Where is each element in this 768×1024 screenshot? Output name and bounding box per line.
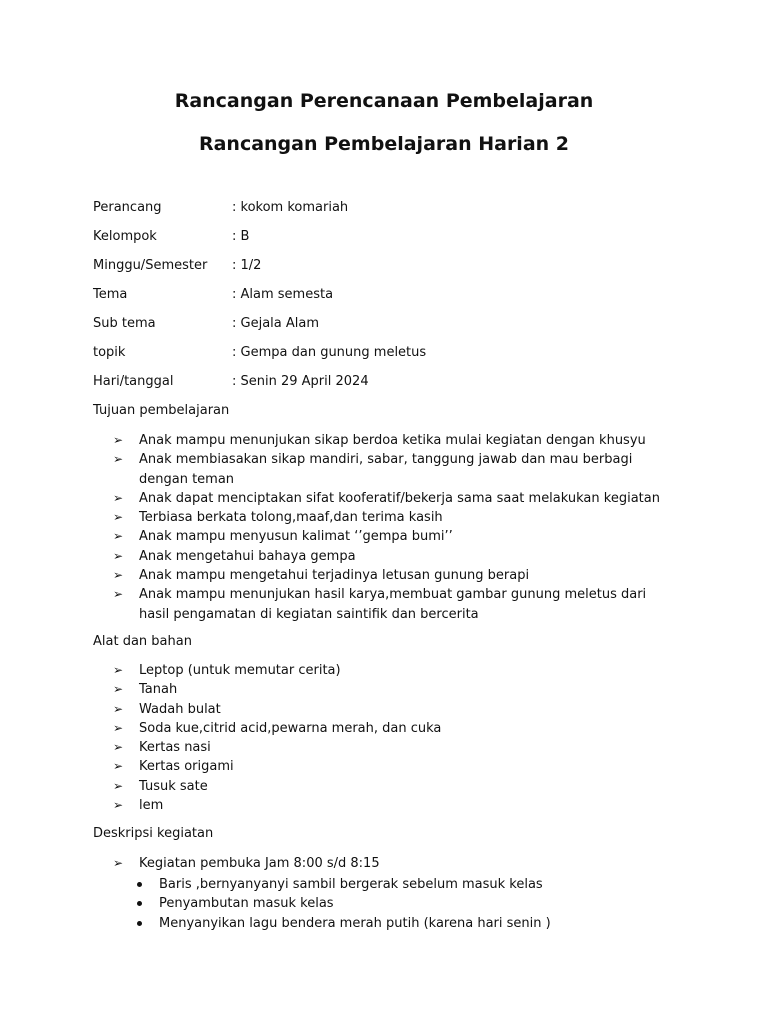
list-item: ➢ Anak mengetahui bahaya gempa — [113, 547, 673, 566]
document-title: Rancangan Perencanaan Pembelajaran — [174, 90, 594, 112]
arrow-bullet-icon: ➢ — [113, 759, 124, 774]
bullet-dot-icon — [137, 901, 142, 906]
list-item: Penyambutan masuk kelas — [133, 894, 693, 913]
arrow-bullet-icon: ➢ — [113, 433, 124, 447]
deskripsi-sublist — [133, 875, 693, 933]
info-row-tema — [93, 286, 693, 315]
arrow-bullet-icon: ➢ — [113, 856, 124, 870]
info-value: : Alam semesta — [232, 287, 334, 302]
deskripsi-list — [113, 854, 673, 873]
list-item: Menyanyikan lagu bendera merah putih (karena hari senin ) — [133, 914, 693, 933]
section-heading-tujuan: Tujuan pembelajaran — [93, 403, 230, 418]
list-item: ➢ lem — [113, 796, 673, 815]
info-value: : kokom komariah — [232, 200, 349, 215]
arrow-bullet-icon: ➢ — [113, 568, 124, 583]
list-item: ➢ Anak mampu menunjukan hasil karya,membuat gambar gunung meletus dari hasil pengamatan di kegiatan saintifik dan bercerita — [113, 587, 647, 622]
list-item: ➢ Leptop (untuk memutar cerita) — [113, 661, 673, 680]
section-heading-deskripsi: Deskripsi kegiatan — [93, 826, 214, 841]
info-label: Kelompok — [93, 229, 157, 244]
info-value: : Gempa dan gunung meletus — [232, 345, 427, 360]
list-item: ➢ Terbiasa berkata tolong,maaf,dan terima kasih — [113, 508, 673, 527]
arrow-bullet-icon: ➢ — [113, 720, 124, 735]
info-label: topik — [93, 345, 126, 360]
bullet-dot-icon — [137, 921, 142, 926]
arrow-bullet-icon: ➢ — [113, 529, 124, 544]
list-item: ➢ Kertas origami — [113, 757, 673, 776]
arrow-bullet-icon: ➢ — [113, 587, 124, 602]
arrow-bullet-icon: ➢ — [113, 663, 124, 677]
arrow-bullet-icon: ➢ — [113, 452, 124, 467]
info-label: Minggu/Semester — [93, 258, 208, 273]
arrow-bullet-icon: ➢ — [113, 701, 124, 716]
arrow-bullet-icon: ➢ — [113, 490, 124, 505]
arrow-bullet-icon: ➢ — [113, 510, 124, 525]
list-item: ➢ Anak membiasakan sikap mandiri, sabar, tanggung jawab dan mau berbagi dengan teman — [113, 452, 633, 487]
info-label: Hari/tanggal — [93, 374, 174, 389]
info-row-sub-tema — [93, 315, 693, 344]
deskripsi-sublist-wrapper — [113, 875, 673, 933]
info-table — [93, 199, 693, 402]
arrow-bullet-icon: ➢ — [113, 778, 124, 793]
section-heading-alat: Alat dan bahan — [93, 634, 192, 649]
list-item: ➢ Wadah bulat — [113, 700, 673, 719]
tujuan-list — [113, 431, 673, 624]
bullet-dot-icon — [137, 882, 142, 887]
info-row-topik — [93, 344, 693, 373]
list-item: ➢ Tusuk sate — [113, 777, 673, 796]
list-item: ➢ Anak mampu menunjukan sikap berdoa ketika mulai kegiatan dengan khusyu — [113, 431, 673, 450]
alat-list — [113, 661, 673, 815]
list-item: ➢ Kegiatan pembuka Jam 8:00 s/d 8:15 — [113, 854, 673, 873]
list-item: ➢ Tanah — [113, 680, 673, 699]
info-row-kelompok — [93, 228, 693, 257]
info-value: : B — [232, 229, 250, 244]
info-row-minggu-semester — [93, 257, 693, 286]
list-item: ➢ Kertas nasi — [113, 738, 673, 757]
info-row-perancang — [93, 199, 693, 228]
info-label: Tema — [93, 287, 128, 302]
arrow-bullet-icon: ➢ — [113, 548, 124, 563]
info-row-hari-tanggal — [93, 373, 693, 402]
document-subtitle: Rancangan Pembelajaran Harian 2 — [198, 133, 570, 155]
info-value: : Senin 29 April 2024 — [232, 374, 369, 389]
arrow-bullet-icon: ➢ — [113, 682, 124, 697]
info-value: : Gejala Alam — [232, 316, 320, 331]
sublist-container — [113, 875, 673, 933]
list-item: ➢ Anak mampu menyusun kalimat ‘’gempa bumi’’ — [113, 527, 673, 546]
arrow-bullet-icon: ➢ — [113, 740, 124, 755]
info-label: Sub tema — [93, 316, 156, 331]
list-item: ➢ Soda kue,citrid acid,pewarna merah, dan cuka — [113, 719, 673, 738]
list-item: Baris ,bernyanyanyi sambil bergerak sebelum masuk kelas — [133, 875, 693, 894]
info-value: : 1/2 — [232, 258, 262, 273]
arrow-bullet-icon: ➢ — [113, 798, 124, 813]
info-label: Perancang — [93, 200, 162, 215]
list-item: ➢ Anak mampu mengetahui terjadinya letusan gunung berapi — [113, 566, 673, 585]
list-item: ➢ Anak dapat menciptakan sifat kooferatif/bekerja sama saat melakukan kegiatan — [113, 489, 673, 508]
